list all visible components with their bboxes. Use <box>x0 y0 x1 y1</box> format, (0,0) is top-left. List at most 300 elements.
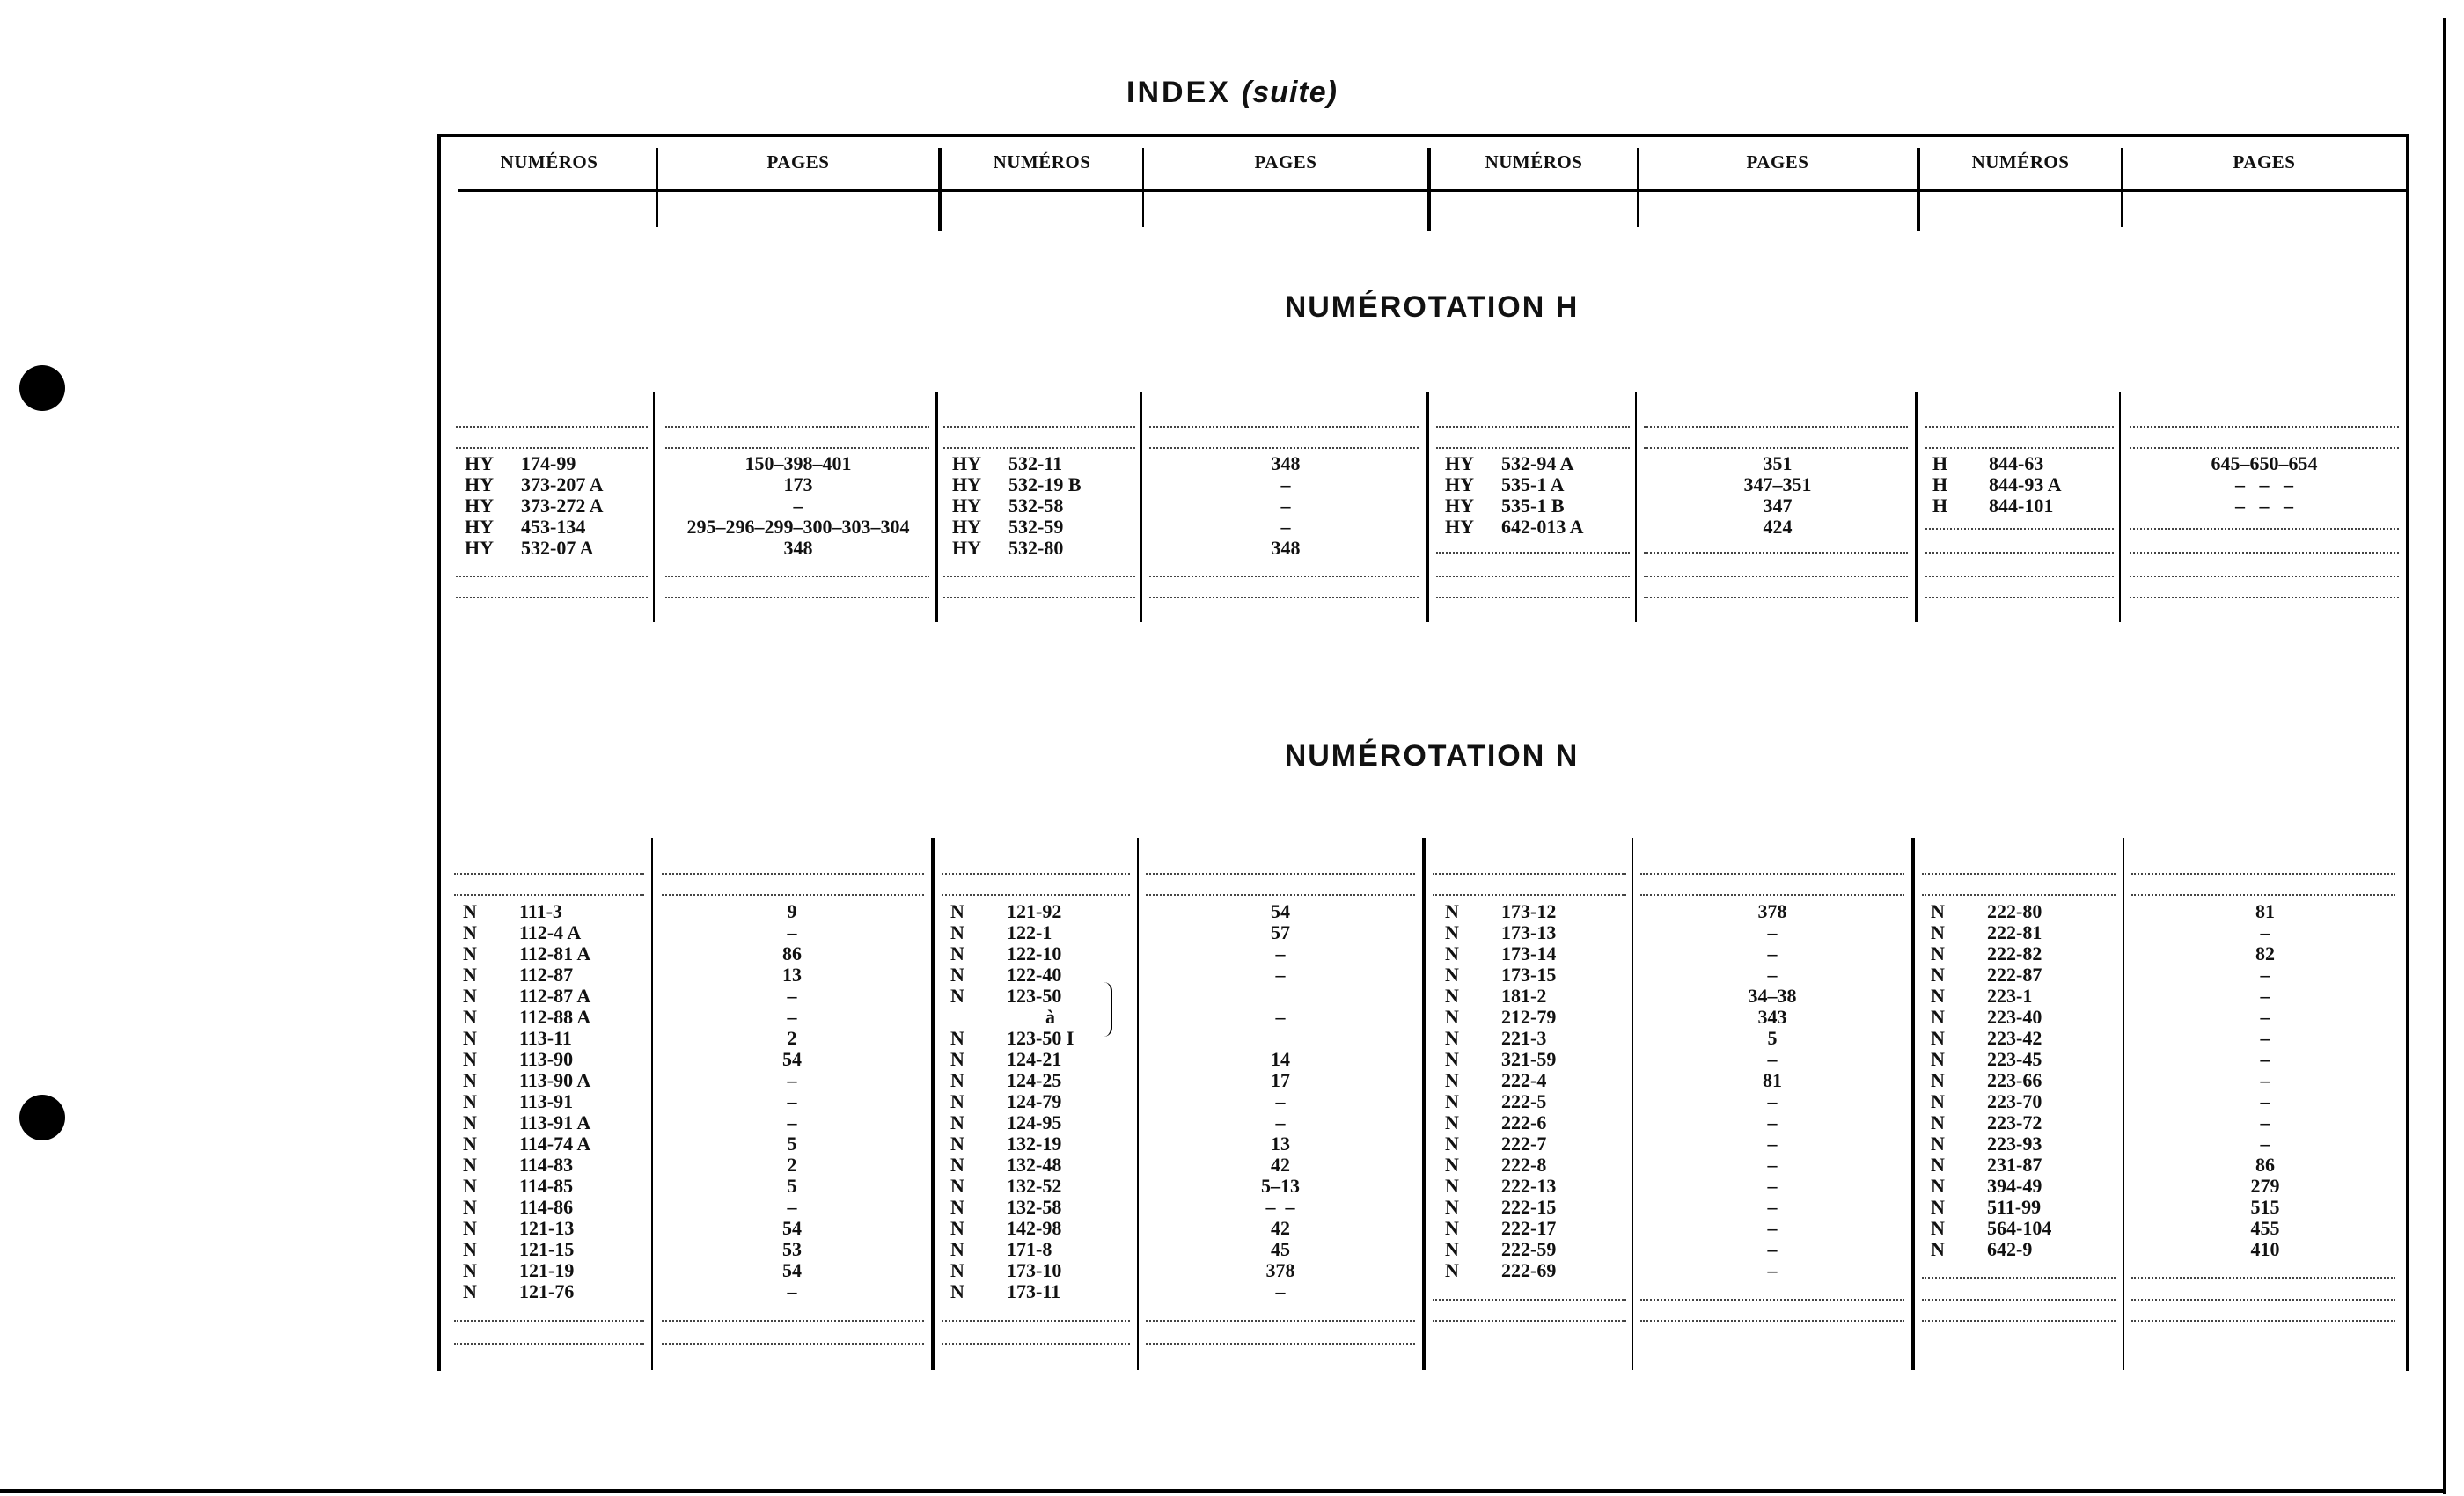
entry-prefix: H <box>1932 495 1948 517</box>
column-divider <box>1422 838 1426 1370</box>
punch-hole-top <box>19 365 65 411</box>
entry-pages: 645–650–654 <box>2211 452 2318 474</box>
dotted-rule <box>2131 894 2395 896</box>
section-title-h: NUMÉROTATION H <box>1284 290 1580 324</box>
entry-pages: 34–38 <box>1748 985 1797 1007</box>
entry-number: 124-79 <box>1007 1090 1062 1112</box>
entry-number: 222-59 <box>1501 1238 1557 1260</box>
entry-prefix: N <box>950 1133 964 1155</box>
entry-number: 223-93 <box>1987 1133 2042 1155</box>
dotted-rule <box>456 597 648 598</box>
entry-pages: – <box>1275 942 1286 964</box>
entry-number: 222-81 <box>1987 921 2042 943</box>
entry-number: 121-15 <box>519 1238 575 1260</box>
table-border-left <box>437 134 441 1371</box>
entry-prefix: N <box>1931 942 1945 964</box>
entry-pages: 295–296–299–300–303–304 <box>686 516 910 538</box>
dotted-rule <box>1433 873 1626 875</box>
entry-pages: – <box>1767 1090 1778 1112</box>
entry-pages: 86 <box>2255 1154 2275 1176</box>
index-entry <box>463 1028 648 1049</box>
dotted-rule <box>1922 1277 2116 1279</box>
entry-number: 223-1 <box>1987 985 2033 1007</box>
dotted-rule <box>1146 873 1415 875</box>
index-entry <box>950 1155 1133 1176</box>
entry-pages: 5 <box>1767 1027 1778 1049</box>
dotted-rule <box>1922 1299 2116 1301</box>
index-entry <box>1445 1007 1628 1028</box>
entry-pages: – <box>1767 1238 1778 1260</box>
entry-prefix: N <box>1931 1111 1945 1133</box>
entry-number: 111-3 <box>519 900 562 922</box>
entry-number: 113-11 <box>519 1027 572 1049</box>
entry-pages: 54 <box>782 1259 802 1281</box>
dotted-rule <box>2130 597 2399 598</box>
entry-prefix: N <box>950 921 964 943</box>
dotted-rule <box>662 894 924 896</box>
entry-pages: 410 <box>2250 1238 2280 1260</box>
dotted-rule <box>1436 426 1630 428</box>
entry-prefix: N <box>463 1175 477 1197</box>
dotted-rule <box>2131 873 2395 875</box>
h-pages-col-2 <box>1144 453 1427 559</box>
dotted-rule <box>665 576 929 577</box>
entry-number: 373-207 A <box>521 473 604 495</box>
dotted-rule <box>2130 426 2399 428</box>
index-entry <box>1931 1218 2119 1239</box>
entry-number: 112-87 <box>519 964 574 986</box>
index-entry <box>1445 1176 1628 1197</box>
entry-number: 212-79 <box>1501 1006 1557 1028</box>
entry-prefix: N <box>1931 1238 1945 1260</box>
entry-pages: – <box>2260 1069 2270 1091</box>
index-entry <box>950 1133 1133 1155</box>
entry-prefix: N <box>950 1175 964 1197</box>
entry-number: 173-13 <box>1501 921 1557 943</box>
entry-prefix: N <box>950 1238 964 1260</box>
index-entry <box>1931 922 2119 943</box>
entry-prefix: N <box>950 1259 964 1281</box>
entry-prefix: N <box>463 900 477 922</box>
dotted-rule <box>665 426 929 428</box>
dotted-rule <box>2131 1320 2395 1322</box>
index-entry <box>463 986 648 1007</box>
entry-number: 222-7 <box>1501 1133 1547 1155</box>
dotted-rule <box>1925 447 2114 449</box>
entry-pages: 57 <box>1271 921 1290 943</box>
index-entry <box>1931 1176 2119 1197</box>
index-entry <box>463 1260 648 1281</box>
index-entry <box>463 1281 648 1302</box>
entry-prefix: N <box>1931 1175 1945 1197</box>
h-numbers-col-2 <box>952 453 1137 559</box>
entry-prefix: N <box>950 964 964 986</box>
entry-pages: – <box>2260 921 2270 943</box>
entry-pages: 2 <box>787 1027 797 1049</box>
entry-pages: – <box>2260 1133 2270 1155</box>
entry-prefix: N <box>950 942 964 964</box>
dotted-rule <box>1640 1320 1904 1322</box>
entry-pages: – <box>1767 1111 1778 1133</box>
n-pages-col-3 <box>1633 901 1911 1281</box>
index-entry <box>463 1176 648 1197</box>
index-entry <box>950 1176 1133 1197</box>
section-title-n: NUMÉROTATION N <box>1284 739 1580 773</box>
entry-prefix: N <box>1931 964 1945 986</box>
title-main: INDEX <box>1126 76 1231 109</box>
entry-number: 453-134 <box>521 516 586 538</box>
entry-prefix: N <box>1931 921 1945 943</box>
entry-pages: – <box>1767 1217 1778 1239</box>
entry-pages: 86 <box>782 942 802 964</box>
dotted-rule <box>942 1343 1130 1345</box>
entry-prefix: N <box>950 1280 964 1302</box>
entry-number: 532-07 A <box>521 537 594 559</box>
entry-prefix: N <box>463 1111 477 1133</box>
entry-number: 222-13 <box>1501 1175 1557 1197</box>
entry-pages: – <box>2260 1027 2270 1049</box>
entry-prefix: N <box>463 1196 477 1218</box>
index-entry <box>1445 986 1628 1007</box>
entry-pages: – <box>787 921 797 943</box>
index-entry <box>463 1007 648 1028</box>
dotted-rule <box>1149 597 1419 598</box>
entry-number: 112-81 A <box>519 942 591 964</box>
entry-pages: 343 <box>1757 1006 1787 1028</box>
index-entry <box>1445 1070 1628 1091</box>
entry-pages: – <box>1275 1006 1286 1028</box>
entry-number: 121-19 <box>519 1259 575 1281</box>
entry-number: 114-86 <box>519 1196 574 1218</box>
dotted-rule <box>2130 552 2399 554</box>
entry-prefix: HY <box>465 495 494 517</box>
dotted-rule <box>1433 1320 1626 1322</box>
entry-pages: – <box>787 1069 797 1091</box>
dotted-rule <box>942 873 1130 875</box>
header-numeros: NUMÉROS <box>500 151 598 172</box>
dotted-rule <box>665 447 929 449</box>
entry-number: 394-49 <box>1987 1175 2042 1197</box>
entry-prefix: N <box>1445 1154 1459 1176</box>
entry-prefix: HY <box>952 537 981 559</box>
entry-number: 122-40 <box>1007 964 1062 986</box>
index-entry <box>952 474 1137 495</box>
dotted-rule <box>2130 528 2399 530</box>
entry-number: 124-25 <box>1007 1069 1062 1091</box>
table-border-top <box>437 134 2409 137</box>
index-entry <box>1931 1049 2119 1070</box>
entry-pages: 17 <box>1271 1069 1290 1091</box>
entry-number: 121-76 <box>519 1280 575 1302</box>
entry-number: à <box>1007 1006 1055 1028</box>
entry-prefix: N <box>463 1217 477 1239</box>
n-numbers-col-1 <box>463 901 648 1302</box>
entry-prefix: N <box>463 1069 477 1091</box>
entry-number: 173-11 <box>1007 1280 1061 1302</box>
index-entry <box>1931 1007 2119 1028</box>
index-entry <box>463 1218 648 1239</box>
header-numeros: NUMÉROS <box>993 151 1091 172</box>
entry-prefix: HY <box>1445 495 1474 517</box>
entry-number: 113-90 <box>519 1048 574 1070</box>
entry-number: 535-1 A <box>1501 473 1565 495</box>
entry-number: 642-9 <box>1987 1238 2033 1260</box>
entry-prefix: N <box>950 1090 964 1112</box>
dotted-rule <box>1640 894 1904 896</box>
index-entry <box>465 517 651 538</box>
dotted-rule <box>1925 528 2114 530</box>
entry-number: 112-87 A <box>519 985 591 1007</box>
entry-prefix: HY <box>952 473 981 495</box>
dotted-rule <box>943 447 1135 449</box>
entry-number: 222-69 <box>1501 1259 1557 1281</box>
index-entry <box>463 1239 648 1260</box>
dotted-rule <box>454 873 644 875</box>
entry-number: 132-52 <box>1007 1175 1062 1197</box>
entry-number: 174-99 <box>521 452 576 474</box>
index-entry <box>1931 1133 2119 1155</box>
entry-prefix: HY <box>1445 473 1474 495</box>
entry-prefix: N <box>950 900 964 922</box>
entry-pages: – <box>1280 495 1291 517</box>
entry-prefix: N <box>950 1111 964 1133</box>
entry-number: 222-82 <box>1987 942 2042 964</box>
index-entry <box>1931 964 2119 986</box>
entry-pages: – <box>1767 921 1778 943</box>
entry-prefix: H <box>1932 452 1948 474</box>
entry-pages: – <box>1275 1090 1286 1112</box>
page-title <box>0 76 2464 110</box>
entry-number: 223-40 <box>1987 1006 2042 1028</box>
entry-number: 124-21 <box>1007 1048 1062 1070</box>
dotted-rule <box>662 873 924 875</box>
entry-number: 173-12 <box>1501 900 1557 922</box>
entry-prefix: N <box>950 1196 964 1218</box>
entry-prefix: N <box>950 1027 964 1049</box>
entry-pages: 13 <box>782 964 802 986</box>
index-entry <box>1445 901 1628 922</box>
entry-number: 223-42 <box>1987 1027 2042 1049</box>
entry-number: 132-58 <box>1007 1196 1062 1218</box>
entry-prefix: N <box>1445 942 1459 964</box>
entry-prefix: N <box>1445 1196 1459 1218</box>
entry-pages: – <box>1767 942 1778 964</box>
entry-pages: – <box>1280 516 1291 538</box>
entry-pages: 45 <box>1271 1238 1290 1260</box>
entry-pages: 9 <box>787 900 797 922</box>
index-entry <box>1931 1155 2119 1176</box>
index-entry <box>952 495 1137 517</box>
index-entry <box>1931 986 2119 1007</box>
entry-pages: 515 <box>2250 1196 2280 1218</box>
index-entry <box>950 1091 1133 1112</box>
entry-prefix: N <box>1931 1154 1945 1176</box>
entry-prefix: N <box>1931 1133 1945 1155</box>
entry-pages: – <box>1767 1175 1778 1197</box>
entry-prefix: N <box>1445 921 1459 943</box>
entry-prefix: N <box>1931 1069 1945 1091</box>
entry-prefix: N <box>1931 985 1945 1007</box>
index-entry <box>1932 495 2116 517</box>
dotted-rule <box>1149 447 1419 449</box>
dotted-rule <box>456 426 648 428</box>
index-entry <box>1445 943 1628 964</box>
entry-prefix: HY <box>465 473 494 495</box>
entry-pages: – <box>1767 964 1778 986</box>
entry-prefix: N <box>463 1027 477 1049</box>
entry-number: 844-101 <box>1989 495 2054 517</box>
index-entry <box>463 1049 648 1070</box>
entry-number: 532-59 <box>1008 516 1064 538</box>
entry-prefix: HY <box>952 495 981 517</box>
index-entry <box>1931 1112 2119 1133</box>
entry-prefix: HY <box>465 452 494 474</box>
dotted-rule <box>456 447 648 449</box>
page-edge-bottom <box>0 1489 2446 1493</box>
index-entry <box>952 517 1137 538</box>
entry-number: 114-83 <box>519 1154 574 1176</box>
entry-pages: – <box>787 1280 797 1302</box>
entry-number: 124-95 <box>1007 1111 1062 1133</box>
entry-prefix: N <box>1445 1133 1459 1155</box>
entry-number: 222-8 <box>1501 1154 1547 1176</box>
entry-prefix: N <box>1931 1090 1945 1112</box>
entry-prefix: N <box>1931 1196 1945 1218</box>
h-numbers-col-3 <box>1445 453 1633 538</box>
dotted-rule <box>1433 894 1626 896</box>
entry-prefix: N <box>1931 1048 1945 1070</box>
column-divider <box>1635 392 1637 622</box>
page-edge-right <box>2443 18 2446 1494</box>
dotted-rule <box>1436 597 1630 598</box>
entry-prefix: N <box>1445 1069 1459 1091</box>
index-entry <box>1445 1260 1628 1281</box>
entry-prefix: N <box>1445 1217 1459 1239</box>
entry-prefix: N <box>463 964 477 986</box>
entry-number: 122-10 <box>1007 942 1062 964</box>
entry-number: 511-99 <box>1987 1196 2042 1218</box>
h-numbers-col-4 <box>1932 453 2116 517</box>
dotted-rule <box>942 894 1130 896</box>
column-divider <box>2119 392 2121 622</box>
entry-pages: 14 <box>1271 1048 1290 1070</box>
index-entry <box>465 495 651 517</box>
index-entry <box>950 1239 1133 1260</box>
index-entry <box>950 1112 1133 1133</box>
entry-number: 121-13 <box>519 1217 575 1239</box>
entry-prefix: N <box>950 1154 964 1176</box>
index-entry <box>463 1070 648 1091</box>
entry-pages: 378 <box>1757 900 1787 922</box>
entry-pages: 150–398–401 <box>744 452 852 474</box>
entry-pages: 53 <box>782 1238 802 1260</box>
entry-prefix: N <box>1445 964 1459 986</box>
entry-pages: 351 <box>1763 452 1793 474</box>
index-entry <box>1445 1155 1628 1176</box>
entry-pages: 424 <box>1763 516 1793 538</box>
dotted-rule <box>943 597 1135 598</box>
dotted-rule <box>1640 873 1904 875</box>
dotted-rule <box>1146 894 1415 896</box>
dotted-rule <box>1149 426 1419 428</box>
range-brace <box>1104 982 1112 1037</box>
entry-number: 173-10 <box>1007 1259 1062 1281</box>
dotted-rule <box>454 1320 644 1322</box>
entry-number: 123-50 <box>1007 985 1062 1007</box>
dotted-rule <box>1433 1299 1626 1301</box>
index-entry <box>463 1197 648 1218</box>
index-entry <box>1932 453 2116 474</box>
entry-pages: 348 <box>1271 537 1301 559</box>
entry-prefix: N <box>950 985 964 1007</box>
column-divider <box>1140 392 1142 622</box>
dotted-rule <box>1436 576 1630 577</box>
dotted-rule <box>662 1320 924 1322</box>
entry-pages: – <box>2260 1111 2270 1133</box>
n-pages-col-2 <box>1139 901 1422 1302</box>
dotted-rule <box>2130 576 2399 577</box>
entry-number: 532-58 <box>1008 495 1064 517</box>
dotted-rule <box>1925 576 2114 577</box>
entry-pages: 54 <box>1271 900 1290 922</box>
entry-number: 642-013 A <box>1501 516 1584 538</box>
entry-pages: – <box>1767 1259 1778 1281</box>
index-entry <box>463 901 648 922</box>
index-entry <box>1931 1028 2119 1049</box>
index-entry <box>950 1197 1133 1218</box>
dotted-rule <box>1644 426 1908 428</box>
h-numbers-col-1 <box>465 453 651 559</box>
entry-pages: 5 <box>787 1175 797 1197</box>
dotted-rule <box>1644 552 1908 554</box>
index-entry <box>1445 1112 1628 1133</box>
entry-pages: – <box>787 1196 797 1218</box>
entry-pages: – <box>1767 1048 1778 1070</box>
entry-prefix: N <box>950 1069 964 1091</box>
entry-prefix: N <box>1445 900 1459 922</box>
entry-prefix: N <box>1445 1175 1459 1197</box>
entry-number: 121-92 <box>1007 900 1062 922</box>
index-entry <box>1931 1239 2119 1260</box>
entry-number: 173-14 <box>1501 942 1557 964</box>
entry-number: 231-87 <box>1987 1154 2042 1176</box>
index-entry <box>465 453 651 474</box>
entry-pages: – – <box>1265 1196 1295 1218</box>
h-pages-col-1 <box>658 453 938 559</box>
entry-prefix: N <box>463 985 477 1007</box>
dotted-rule <box>662 1343 924 1345</box>
index-entry <box>950 1070 1133 1091</box>
index-entry <box>463 922 648 943</box>
n-numbers-col-3 <box>1445 901 1628 1281</box>
entry-number: 132-19 <box>1007 1133 1062 1155</box>
index-entry <box>1445 1091 1628 1112</box>
entry-pages: – <box>1767 1133 1778 1155</box>
entry-number: 844-93 A <box>1989 473 2062 495</box>
entry-pages: – <box>1275 964 1286 986</box>
entry-prefix: HY <box>952 452 981 474</box>
entry-number: 113-91 A <box>519 1111 591 1133</box>
entry-prefix: N <box>463 1133 477 1155</box>
index-entry <box>1445 1049 1628 1070</box>
dotted-rule <box>1925 552 2114 554</box>
entry-prefix: N <box>1445 985 1459 1007</box>
entry-prefix: N <box>1445 1111 1459 1133</box>
entry-number: 112-4 A <box>519 921 582 943</box>
entry-pages: – <box>2260 964 2270 986</box>
entry-pages: 378 <box>1265 1259 1295 1281</box>
entry-pages: – – – <box>2235 473 2293 495</box>
